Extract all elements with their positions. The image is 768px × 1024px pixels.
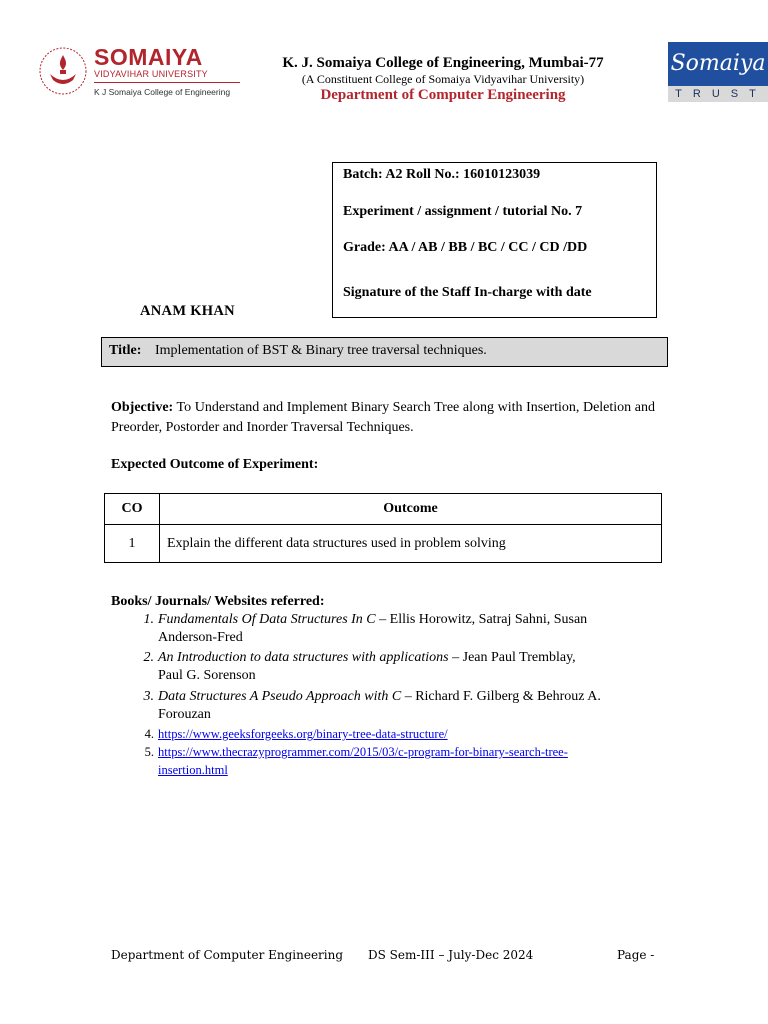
trust-brand: Somaiya [668, 42, 768, 86]
footer-course: DS Sem-III – July-Dec 2024 [368, 948, 534, 962]
objective-label: Objective: [111, 400, 174, 415]
reference-authors: – Richard F. Gilberg & Behrouz A. [401, 689, 601, 704]
co-cell: 1 [105, 525, 160, 563]
diya-emblem-icon [38, 46, 88, 96]
outcome-table [104, 493, 662, 563]
references-heading: Books/ Journals/ Websites referred: [111, 594, 325, 609]
experiment-number-line: Experiment / assignment / tutorial No. 7 [343, 204, 583, 219]
column-header-outcome: Outcome [160, 494, 662, 525]
expected-outcome-heading: Expected Outcome of Experiment: [111, 457, 319, 472]
table-header-row [105, 494, 662, 525]
student-name: ANAM KHAN [140, 303, 235, 319]
reference-authors: – Jean Paul Tremblay, [448, 650, 576, 665]
reference-title: Data Structures A Pseudo Approach with C [158, 689, 402, 704]
somaiya-trust-logo [668, 42, 768, 102]
reference-link-cont[interactable]: insertion.html [158, 763, 228, 777]
department-heading: Department of Computer Engineering [320, 87, 566, 103]
university-name: VIDYAVIHAR UNIVERSITY [94, 69, 208, 79]
batch-roll-line: Batch: A2 Roll No.: 16010123039 [343, 167, 541, 182]
reference-link[interactable]: https://www.geeksforgeeks.org/binary-tree-data-structure/ [158, 727, 448, 741]
signature-line: Signature of the Staff In-charge with date [343, 285, 592, 300]
logo-divider [94, 82, 240, 83]
title-text: Implementation of BST & Binary tree traversal techniques. [155, 343, 487, 358]
reference-authors-cont: Forouzan [158, 707, 211, 722]
table-row [105, 525, 662, 563]
reference-number: 2. [143, 650, 154, 665]
somaiya-university-logo [38, 44, 242, 104]
objective-text: To Understand and Implement Binary Search Tree along with Insertion, Deletion and Preorder, Postorder and Inorder Traversal Techniques. [111, 400, 655, 435]
objective-paragraph [111, 398, 655, 438]
grade-line: Grade: AA / AB / BB / BC / CC / CD /DD [343, 240, 588, 255]
college-title: K. J. Somaiya College of Engineering, Mumbai-77 [282, 55, 604, 71]
title-bar [101, 337, 668, 367]
reference-title: Fundamentals Of Data Structures In C [158, 612, 376, 627]
reference-link[interactable]: https://www.thecrazyprogrammer.com/2015/03/c-program-for-binary-search-tree- [158, 745, 568, 759]
trust-tagline: TRUST [668, 86, 768, 102]
reference-authors: – Ellis Horowitz, Satraj Sahni, Susan [375, 612, 588, 627]
brand-name: SOMAIYA [94, 44, 203, 70]
reference-number: 4. [144, 727, 154, 741]
reference-title: An Introduction to data structures with applications [158, 650, 449, 665]
reference-number: 5. [144, 745, 154, 759]
title-label: Title: [109, 343, 142, 358]
reference-number: 1. [143, 612, 154, 627]
footer-department: Department of Computer Engineering [111, 948, 344, 962]
footer-page: Page - [617, 948, 655, 962]
student-info-box [332, 162, 657, 318]
outcome-cell: Explain the different data structures used in problem solving [160, 525, 662, 563]
column-header-co: CO [105, 494, 160, 525]
college-subtitle: (A Constituent College of Somaiya Vidyavihar University) [301, 72, 585, 86]
college-name: K J Somaiya College of Engineering [94, 87, 231, 97]
reference-authors-cont: Paul G. Sorenson [158, 668, 256, 683]
reference-authors-cont: Anderson-Fred [158, 630, 243, 645]
reference-number: 3. [143, 689, 154, 704]
